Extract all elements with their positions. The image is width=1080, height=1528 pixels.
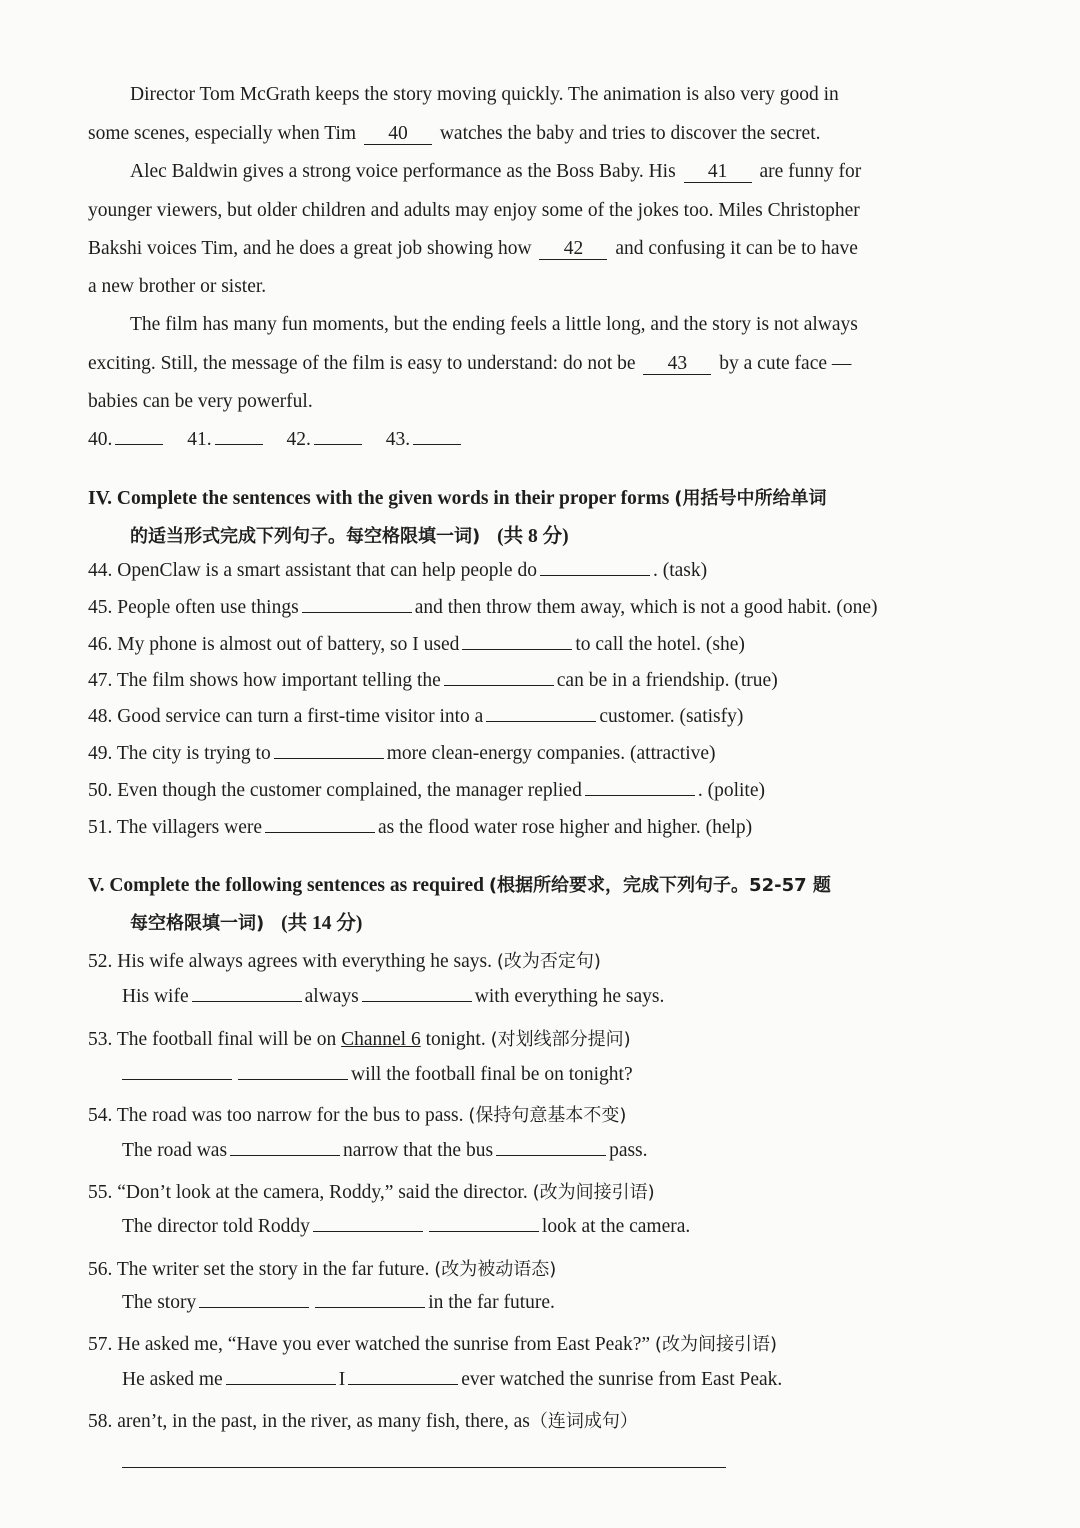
question-text: 55. “Don’t look at the camera, Roddy,” said the director.: [88, 1182, 528, 1203]
question-text: tonight.: [425, 1029, 486, 1050]
blank-43[interactable]: 43: [643, 354, 711, 375]
answer-text: He asked me: [122, 1369, 223, 1390]
question-text: customer. (satisfy): [599, 706, 744, 727]
question-requirement: (保持句意基本不变): [468, 1105, 627, 1126]
text: babies can be very powerful.: [88, 391, 313, 412]
question-requirement: (改为被动语态): [434, 1259, 557, 1280]
question-text: 46. My phone is almost out of battery, so I used: [88, 634, 460, 655]
question-text: 49. The city is trying to: [88, 743, 271, 764]
answer-blank[interactable]: [192, 1001, 302, 1002]
section4-title-line2: [130, 520, 569, 548]
answer-blank-40[interactable]: [115, 444, 163, 445]
passage-p2-line1: [130, 161, 861, 183]
question-text: 47. The film shows how important telling the: [88, 670, 441, 691]
answer-blank[interactable]: [585, 795, 695, 796]
question-52: [88, 947, 601, 973]
section5-title-line1: [88, 871, 831, 897]
blank-40[interactable]: 40: [364, 124, 432, 145]
answer-text: with everything he says.: [474, 986, 665, 1007]
answer-blank[interactable]: [462, 649, 572, 650]
section4-title-cn2: 的适当形式完成下列句子。每空格限填一词): [130, 526, 481, 547]
answer-blank[interactable]: [486, 721, 596, 722]
answer-text: ever watched the sunrise from East Peak.: [461, 1369, 783, 1390]
answer-text: His wife: [122, 986, 189, 1007]
answer-blank[interactable]: [122, 1079, 232, 1080]
answer-text: look at the camera.: [541, 1216, 691, 1237]
question-49: [88, 743, 716, 765]
answer-blank[interactable]: [362, 1001, 472, 1002]
answer-text: always: [304, 986, 359, 1007]
question-45: [88, 597, 878, 619]
answer-53: [122, 1064, 633, 1086]
answer-blank[interactable]: [199, 1307, 309, 1308]
section5-points: (共 14 分): [281, 913, 363, 934]
answer-56: [122, 1292, 555, 1314]
answer-row: [88, 429, 464, 451]
answer-57: [122, 1369, 782, 1391]
question-58: [88, 1407, 638, 1433]
answer-blank[interactable]: [230, 1155, 340, 1156]
question-51: [88, 817, 752, 839]
answer-line-58[interactable]: [122, 1467, 726, 1468]
question-56: [88, 1255, 556, 1281]
question-text: 48. Good service can turn a first-time visitor into a: [88, 706, 484, 727]
question-text: 52. His wife always agrees with everything he says.: [88, 951, 492, 972]
underlined-part: Channel 6: [341, 1029, 421, 1050]
question-57: [88, 1330, 777, 1356]
text: exciting. Still, the message of the film is easy to understand: do not be: [88, 353, 636, 374]
section5-title-line2: [130, 907, 362, 935]
blank-42[interactable]: 42: [539, 239, 607, 260]
passage-p2-line3: [88, 238, 858, 260]
question-text: 54. The road was too narrow for the bus to pass.: [88, 1105, 464, 1126]
question-54: [88, 1101, 626, 1127]
answer-blank[interactable]: [274, 758, 384, 759]
text: are funny for: [759, 161, 862, 182]
text: and confusing it can be to have: [615, 238, 858, 259]
answer-blank[interactable]: [496, 1155, 606, 1156]
passage-p1-line1: [130, 84, 839, 106]
answer-label: 41.: [187, 429, 212, 450]
answer-blank[interactable]: [429, 1231, 539, 1232]
answer-text: The story: [122, 1292, 197, 1313]
question-requirement: (对划线部分提问): [490, 1029, 631, 1050]
answer-blank[interactable]: [265, 832, 375, 833]
question-requirement: (改为否定句): [496, 951, 601, 972]
answer-label: 40.: [88, 429, 113, 450]
question-text: and then throw them away, which is not a good habit. (one): [414, 597, 878, 618]
question-text: 56. The writer set the story in the far future.: [88, 1259, 430, 1280]
question-50: [88, 780, 765, 802]
section4-points: (共 8 分): [497, 526, 569, 547]
answer-text: narrow that the bus: [343, 1140, 494, 1161]
section5-title-cn: (根据所给要求，完成下列句子。52-57 题: [488, 875, 831, 896]
passage-p1-line2: [88, 123, 821, 145]
answer-text: I: [338, 1369, 346, 1390]
answer-blank[interactable]: [302, 612, 412, 613]
answer-label: 43.: [385, 429, 411, 450]
answer-blank[interactable]: [315, 1307, 425, 1308]
question-text: 57. He asked me, “Have you ever watched the sunrise from East Peak?”: [88, 1334, 651, 1355]
answer-52: [122, 986, 664, 1008]
question-53: [88, 1025, 631, 1051]
question-44: [88, 560, 707, 582]
question-text: can be in a friendship. (true): [556, 670, 778, 691]
answer-label: 42.: [286, 429, 311, 450]
question-text: as the flood water rose higher and higher. (help): [378, 817, 753, 838]
blank-41[interactable]: 41: [684, 162, 752, 183]
text: younger viewers, but older children and adults may enjoy some of the jokes too. Miles Christopher: [88, 200, 860, 221]
section5-title: V. Complete the following sentences as required: [88, 875, 484, 896]
text: watches the baby and tries to discover the secret.: [439, 123, 821, 144]
question-text: . (polite): [697, 780, 765, 801]
answer-blank[interactable]: [348, 1384, 458, 1385]
text: a new brother or sister.: [88, 276, 267, 297]
section4-title-line1: [88, 484, 826, 510]
text: The film has many fun moments, but the ending feels a little long, and the story is not always: [130, 314, 858, 335]
question-55: [88, 1178, 655, 1204]
question-48: [88, 706, 743, 728]
answer-blank[interactable]: [313, 1231, 423, 1232]
question-requirement: (改为间接引语): [532, 1182, 655, 1203]
text: Director Tom McGrath keeps the story moving quickly. The animation is also very good in: [130, 84, 839, 105]
passage-p3-line1: [130, 314, 858, 336]
answer-54: [122, 1140, 648, 1162]
passage-p2-line4: [88, 276, 266, 298]
answer-blank[interactable]: [238, 1079, 348, 1080]
answer-text: pass.: [609, 1140, 648, 1161]
question-text: 51. The villagers were: [88, 817, 262, 838]
answer-blank[interactable]: [540, 575, 650, 576]
text: Bakshi voices Tim, and he does a great job showing how: [88, 238, 532, 259]
answer-blank[interactable]: [444, 685, 554, 686]
question-text: 58. aren’t, in the past, in the river, as many fish, there, as: [88, 1411, 530, 1432]
passage-p2-line2: [88, 200, 860, 222]
answer-text: will the football final be on tonight?: [351, 1064, 633, 1085]
question-text: 50. Even though the customer complained, the manager replied: [88, 780, 582, 801]
answer-text: in the far future.: [428, 1292, 555, 1313]
question-requirement: (改为间接引语): [654, 1334, 777, 1355]
text: some scenes, especially when Tim: [88, 123, 357, 144]
section5-title-cn2: 每空格限填一词): [130, 913, 265, 934]
section4-title-cn: (用括号中所给单词: [674, 488, 827, 509]
question-text: to call the hotel. (she): [575, 634, 745, 655]
question-text: more clean-energy companies. (attractive): [386, 743, 716, 764]
question-text: . (task): [652, 560, 708, 581]
text: by a cute face —: [719, 353, 852, 374]
passage-p3-line3: [88, 391, 313, 413]
question-requirement: （连词成句）: [529, 1411, 638, 1432]
question-text: 53. The football final will be on: [88, 1029, 337, 1050]
answer-blank-42[interactable]: [314, 444, 362, 445]
answer-55: [122, 1216, 690, 1238]
section4-title: IV. Complete the sentences with the given words in their proper forms: [88, 488, 670, 509]
answer-blank[interactable]: [226, 1384, 336, 1385]
text: Alec Baldwin gives a strong voice performance as the Boss Baby. His: [130, 161, 676, 182]
question-text: 44. OpenClaw is a smart assistant that can help people do: [88, 560, 537, 581]
answer-text: The director told Roddy: [122, 1216, 310, 1237]
passage-p3-line2: [88, 353, 851, 375]
answer-text: The road was: [122, 1140, 228, 1161]
question-47: [88, 670, 778, 692]
answer-blank-43[interactable]: [413, 444, 461, 445]
answer-blank-41[interactable]: [215, 444, 263, 445]
question-46: [88, 634, 745, 656]
question-text: 45. People often use things: [88, 597, 299, 618]
